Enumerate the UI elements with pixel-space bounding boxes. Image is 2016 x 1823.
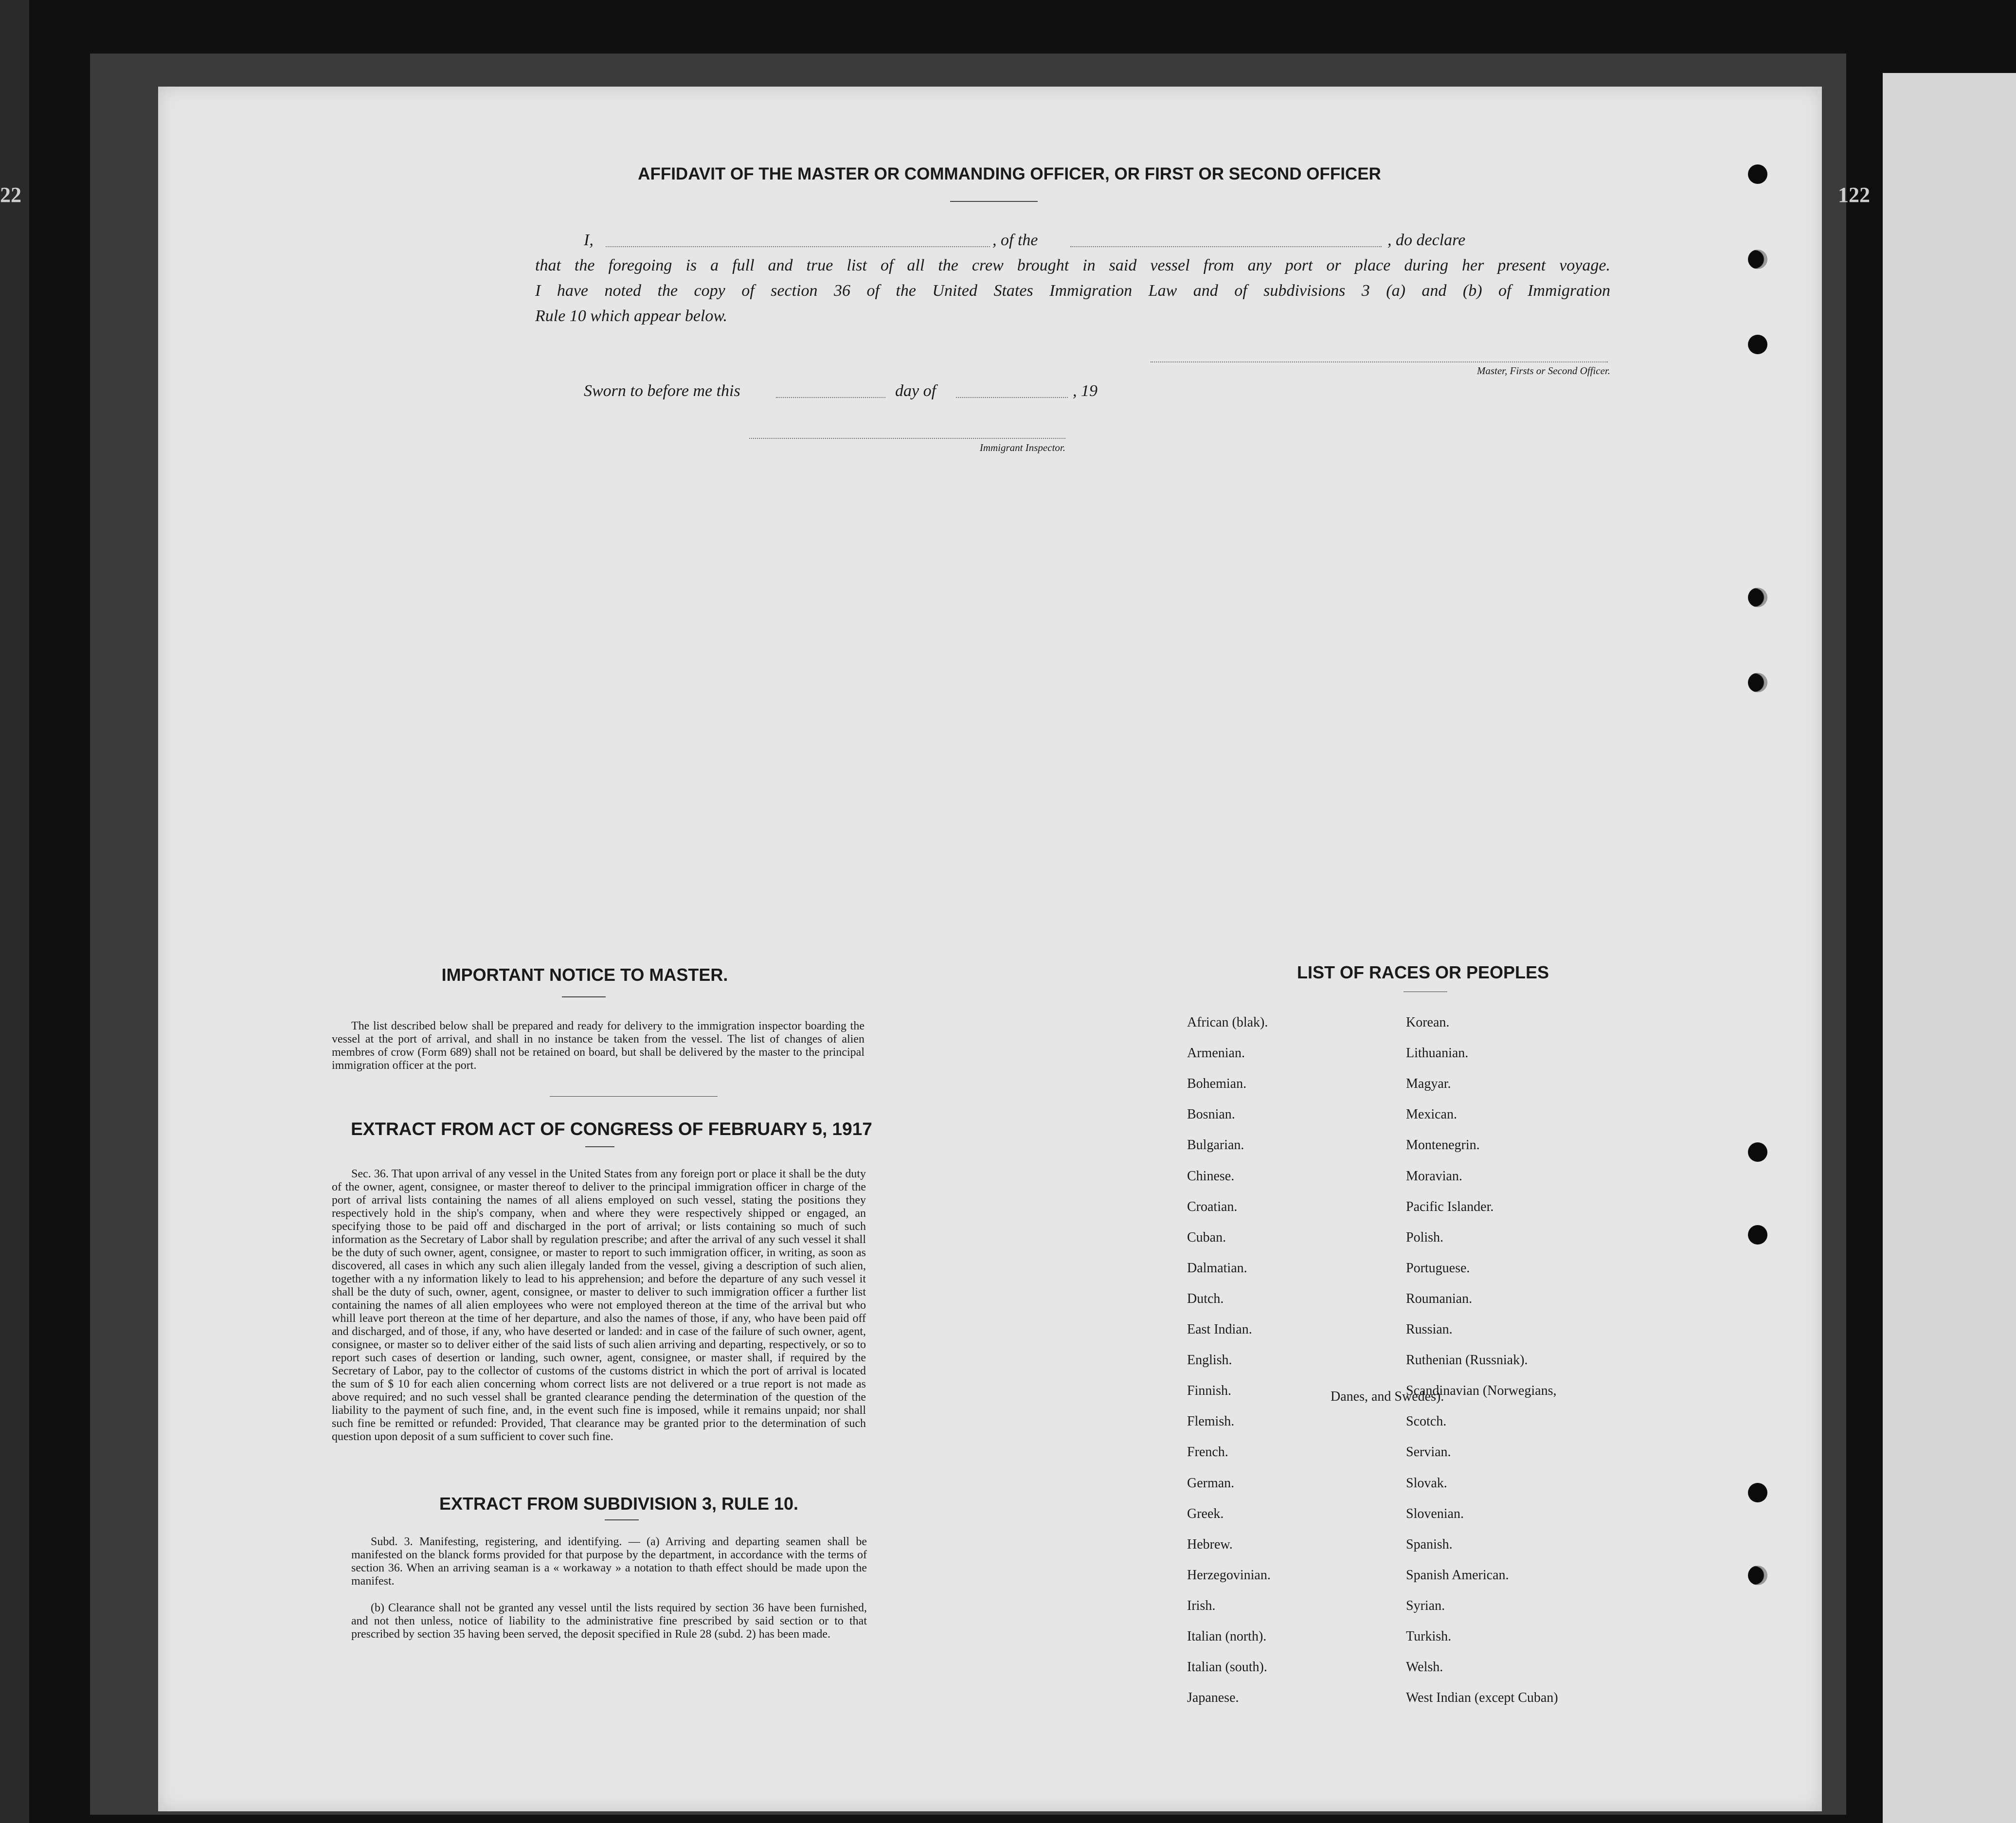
race-item: Dalmatian. <box>1187 1261 1247 1276</box>
race-item: Greek. <box>1187 1506 1224 1521</box>
notice-title: IMPORTANT NOTICE TO MASTER. <box>441 965 728 985</box>
race-item: Bulgarian. <box>1187 1137 1244 1153</box>
name-blank <box>606 246 990 247</box>
race-item: Irish. <box>1187 1598 1216 1613</box>
extract-act-text: Sec. 36. That upon arrival of any vessel in the United States from any foreign port or place it shall be the duty of the owner, agent, consignee, or master thereof to deliver to the principal immigration officer in charge of the port of arrival lists containing the names of all aliens employed on such vessel, stating the positions they respectively hold in the ship's company, when and where they were respectively shipped or engaged, an specifying those to be paid off and discharged in the port of arrival; or lists containing so much of such information as the Secretary of Labor shall by regulation prescribe; and after the arrival of any such vessel it shall be the duty of such owner, agent, consignee, or master to report to such immigration officer, in writing, as soon as discovered, all cases in which any such alien illegaly landed from the vessel, giving a description of such alien, together with a ny information likely to lead to his apprehension; and before the departure of any such vessel it shall be the duty of such, owner, agent, consignee, or master to deliver to such immigration officer a further list containing the names of all alien employees who were not employed thereon at the time of the arrival but who whill leave port thereon at the time of her departure, and also the names of those, if any, who have been paid off and discharged, and of those, if any, who have deserted or landed: and in case of the failure of such owner, agent, consignee, or master so to deliver either of the said lists of such alien arriving and departing, respectively, or so to report such cases of desertion or landing, such owner, agent, consignee, or master shall, if required by the Secretary of Labor, pay to the collector of customs of the customs district in which the port of arrival is located the sum of $ 10 for each alien concerning whom correct lists are not delivered or a true report is not made as above required; and no such vessel shall be granted clearance pending the determination of the question of the liability to the payment of such fine, and, in the event such fine is imposed, while it remains unpaid; nor shall such fine be remitted or refunded: Provided, That clearance may be granted prior to the determination of such question upon deposit of a sum sufficient to cover such fine. <box>332 1168 866 1443</box>
notice-divider <box>550 1096 718 1097</box>
race-item: Mexican. <box>1406 1107 1457 1122</box>
race-item: Croatian. <box>1187 1199 1238 1214</box>
adjacent-page-number-right: 122 <box>1838 183 1870 207</box>
race-item: Pacific Islander. <box>1406 1199 1494 1214</box>
sworn-line <box>584 379 1265 404</box>
race-item: Scandinavian (Norwegians, <box>1406 1383 1557 1398</box>
extract-rule-text-a: Subd. 3. Manifesting, registering, and identifying. — (a) Arriving and departing seamen shall be manifested on the blanck forms provided for that purpose by the department, in accordance with the terms of section 36. When an arriving seaman is a « workaway » a notation to thath effect should be made upon the manifest. <box>351 1535 867 1588</box>
punch-hole <box>1748 1225 1767 1245</box>
race-item: Herzegovinian. <box>1187 1568 1271 1583</box>
affidavit-title: AFFIDAVIT OF THE MASTER OR COMMANDING OFFICER, OR FIRST OR SECOND OFFICER <box>638 164 1381 183</box>
race-item: German. <box>1187 1476 1235 1491</box>
race-item: Italian (south). <box>1187 1660 1267 1675</box>
punch-hole <box>1748 250 1767 269</box>
race-item: Russian. <box>1406 1322 1453 1337</box>
inspector-signature-line <box>749 438 1065 439</box>
race-item: Slovenian. <box>1406 1506 1464 1521</box>
race-item: East Indian. <box>1187 1322 1252 1337</box>
race-item: Chinese. <box>1187 1169 1235 1184</box>
race-item: Spanish American. <box>1406 1568 1509 1583</box>
race-item: African (blak). <box>1187 1015 1268 1030</box>
race-item: West Indian (except Cuban) <box>1406 1690 1558 1705</box>
punch-hole <box>1748 1142 1767 1162</box>
race-item: Turkish. <box>1406 1629 1452 1644</box>
extract-act-title: EXTRACT FROM ACT OF CONGRESS OF FEBRUARY 5, 1917 <box>351 1119 872 1139</box>
adjacent-page-number-left: 22 <box>0 183 21 207</box>
race-item: Polish. <box>1406 1230 1444 1245</box>
month-blank <box>956 397 1068 398</box>
extract-rule-text-b: (b) Clearance shall not be granted any vessel until the lists required by section 36 have been furnished, and not then unless, notice of liability to the administrative fine prescribed by said section or to that prescribed by section 35 having been served, the deposit specified in Rule 28 (subd. 2) has been made. <box>351 1602 867 1641</box>
race-item: Bosnian. <box>1187 1107 1235 1122</box>
race-item: Syrian. <box>1406 1598 1445 1613</box>
inspector-signature-label: Immigrant Inspector. <box>979 442 1065 453</box>
affidavit-of-the: , of the <box>992 231 1038 249</box>
extract-rule-title: EXTRACT FROM SUBDIVISION 3, RULE 10. <box>439 1494 799 1514</box>
race-item: Scotch. <box>1406 1414 1447 1429</box>
race-item: Lithuanian. <box>1406 1046 1469 1061</box>
punch-hole <box>1748 1566 1767 1585</box>
affidavit-do-declare: , do declare <box>1387 231 1466 249</box>
affidavit-line-4: Rule 10 which appear below. <box>535 307 728 325</box>
sworn-text: Sworn to before me this <box>584 382 740 400</box>
race-item: Portuguese. <box>1406 1261 1470 1276</box>
race-item-continuation: Danes, and Swedes). <box>1331 1389 1444 1404</box>
punch-hole <box>1748 673 1767 692</box>
affidavit-line-2: that the foregoing is a full and true list of all the crew brought in said vessel from any port or place during her present voyage. <box>535 256 1610 274</box>
race-item: Ruthenian (Russniak). <box>1406 1353 1528 1368</box>
vessel-blank <box>1070 246 1382 247</box>
document-page <box>158 87 1822 1811</box>
race-item: English. <box>1187 1353 1232 1368</box>
punch-hole <box>1748 335 1767 354</box>
affidavit-i: I, <box>584 231 594 249</box>
races-title: LIST OF RACES OR PEOPLES <box>1296 962 1549 982</box>
master-signature-line <box>1151 361 1608 362</box>
race-item: Armenian. <box>1187 1046 1245 1061</box>
race-item: Slovak. <box>1406 1476 1447 1491</box>
race-item: Korean. <box>1406 1015 1450 1030</box>
race-item: Cuban. <box>1187 1230 1226 1245</box>
race-item: Moravian. <box>1406 1169 1462 1184</box>
notice-rule <box>562 996 606 997</box>
race-item: Roumanian. <box>1406 1291 1473 1306</box>
adjacent-page-right-edge <box>1883 73 2016 1823</box>
race-item: Magyar. <box>1406 1076 1451 1091</box>
title-underline <box>950 201 1038 202</box>
sworn-year: , 19 <box>1073 382 1098 400</box>
race-item: Finnish. <box>1187 1383 1232 1398</box>
master-signature-label: Master, Firsts or Second Officer. <box>1476 365 1610 377</box>
punch-hole <box>1748 588 1767 607</box>
day-blank <box>776 397 885 398</box>
extract-act-rule <box>585 1146 614 1147</box>
race-item: Montenegrin. <box>1406 1137 1480 1153</box>
race-item: Bohemian. <box>1187 1076 1247 1091</box>
affidavit-line-3: I have noted the copy of section 36 of the United States Immigration Law and of subdivisions 3 (a) and (b) of Immigration <box>535 282 1610 300</box>
race-item: Italian (north). <box>1187 1629 1267 1644</box>
race-item: French. <box>1187 1444 1228 1460</box>
extract-rule-rule <box>605 1519 639 1520</box>
sworn-day-of: day of <box>895 382 936 400</box>
affidavit-line-1 <box>584 228 1610 253</box>
race-item: Hebrew. <box>1187 1537 1233 1552</box>
punch-hole <box>1748 1483 1767 1502</box>
race-item: Welsh. <box>1406 1660 1443 1675</box>
race-item: Servian. <box>1406 1444 1451 1460</box>
race-item: Japanese. <box>1187 1690 1239 1705</box>
adjacent-page-left-edge <box>0 0 29 1823</box>
race-item: Flemish. <box>1187 1414 1235 1429</box>
race-item: Dutch. <box>1187 1291 1224 1306</box>
notice-text: The list described below shall be prepared and ready for delivery to the immigration inspector boarding the vessel at the port of arrival, and shall in no instance be taken from the vessel. The list of changes of alien membres of crow (Form 689) shall not be retained on board, but shall be delivered by the master to the principal immigration officer at the port. <box>332 1020 864 1072</box>
race-item: Spanish. <box>1406 1537 1453 1552</box>
